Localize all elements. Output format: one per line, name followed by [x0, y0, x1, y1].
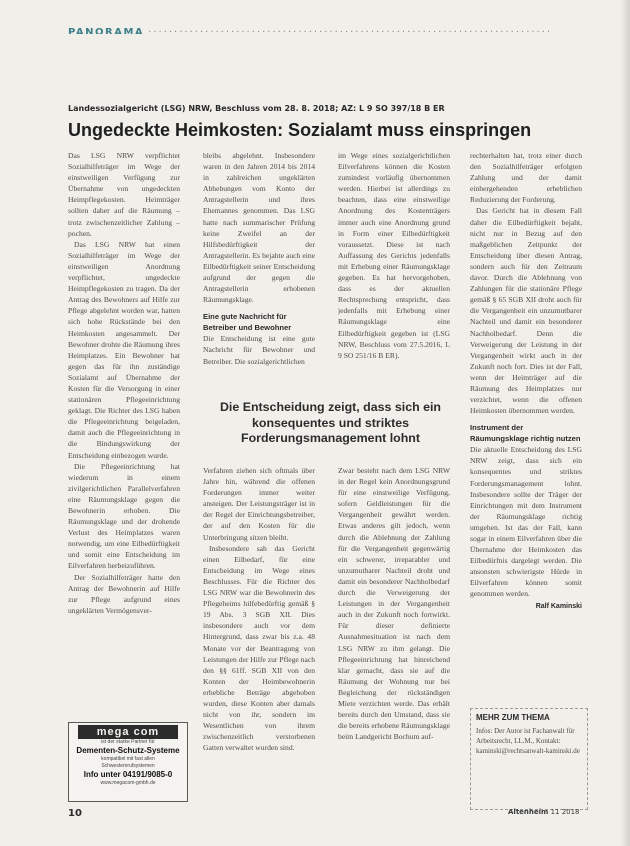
article-column-1 — [68, 150, 180, 716]
article-paragraph: Das LSG NRW hat einen Sozialhilfeträger im Wege der einstweiligen Anordnung verpflichtet, ungedeckte Heimpflegekosten zu tragen. Da der Antrag des Bewohners auf Hilfe zur Pflege abgelehnt worden war, hatten sich hohe Rückstände bei den Heimkosten angesammelt. Der Bewohner drohte die Räumung ihres Heimplatzes. Ein Bewohner hat gegen das für ihn zuständige Sozialamt auf Übernahme der Kosten für die Versorgung in einer stationären Pflegeeinrichtung geklagt. Die Richter des LSG haben die Pflegeeinrichtung beigeladen, damit auch die Pflegeeinrichtung in die Bindungswirkung der Entscheidung einbezogen wurde. — [68, 239, 180, 460]
article-column-3-top — [338, 150, 450, 384]
article-paragraph: rechterhalten hat, trotz einer durch den Sozialhilfeträger erfolgten Zahlung und der damit einhergehenden erheblichen Reduzierung der Forderung. — [470, 151, 582, 205]
ad-website-link[interactable]: www.megacom-gmbh.de — [100, 780, 156, 786]
ad-text: Schwesternrufsystemen — [101, 763, 155, 769]
advertisement[interactable] — [68, 722, 188, 802]
article-paragraph: Der Sozialhilfeträger hatte den Antrag der Bewohnerin auf Hilfe zur Pflege aufgrund eines ungeklärten Vermögensver- — [68, 572, 180, 615]
ad-headline: Dementen-Schutz-Systeme — [76, 746, 180, 755]
ad-logo: mega com — [78, 725, 178, 739]
more-info-text: Infos: Der Autor ist Fachanwalt für Arbeitsrecht, LL.M., Kontakt: kaminski@rechtsanwalt-kaminski.de — [476, 727, 580, 755]
article-subheading: Instrument der Räumungsklage richtig nutzen — [470, 423, 581, 444]
article-lead: Das LSG NRW verpflichtet Sozialhilfeträger im Wege der einstweiligen Verfügung zur Übernahme von ungedeckten Heimpflegekosten. Heimträger sollten daher auf die Räumung – trotz zwischenzeitlicher Zahlung – pochen. — [68, 151, 180, 238]
section-label: PANORAMA — [68, 27, 145, 34]
article-author: Ralf Kaminski — [535, 602, 582, 610]
article-paragraph: Das Gericht hat in diesem Fall daher die Eilbedürftigkeit bejaht, nicht nur in Bezug auf den maßgeblichen Zeitpunkt der Entscheidung über diesen Antrag, sondern auch für den Zeitraum davor. Durch die Ablehnung von Zahlungen für die stationäre Pflege gemäß § 65 SGB XII droht auch für die Vergangenheit ein unzumutbarer Nachteil und damit ein besonderer Nachholbedarf. Denn die Verweigerung der Leistung in der Vergangenheit wirkt auch in der Zukunft noch fort. Dies ist der Fall, wenn der Heimträger auf die Räumung des Heimplatzes nur verzichtet, wenn die offenen Heimkosten übernommen werden. — [470, 206, 582, 416]
pull-quote: Die Entscheidung zeigt, dass sich ein konsequentes und striktes Forderungsmanagement lohnt — [219, 400, 442, 445]
article-column-2-top — [203, 150, 315, 384]
article-paragraph: Die aktuelle Entscheidung des LSG NRW zeigt, dass sich ein konsequentes und striktes Forderungsmanagement lohnt. Insbesondere sollte der Träger der Einrichtungen mit dem Instrument der Räumungsklage richtig umgehen. Ist das der Fall, kann sogar in einem Eilverfahren über die Übernahme der Heimkosten das Eilbedürfnis dargelegt werden. Die ansonsten schwierigste Hürde in Eilverfahren können somit genommen werden. — [470, 445, 582, 599]
ad-phone: Info unter 04191/9085-0 — [83, 770, 173, 779]
more-info-box — [470, 708, 588, 810]
page-number: 10 — [68, 808, 82, 819]
section-header — [68, 20, 608, 34]
page-edge-shadow — [620, 0, 630, 846]
article-subheading: Eine gute Nachricht für Betreiber und Bewohner — [203, 312, 292, 333]
section-dotted-rule: ·············································································· — [148, 27, 553, 34]
article-column-4 — [470, 150, 582, 710]
article-paragraph: Zwar besteht nach dem LSG NRW in der Regel kein Anordnungsgrund für eine einstweilige Verfügung, sofern Geldleistungen für die Vergangenheit gewährt werden. Etwas anderes gilt jedoch, wenn durch die Ablehnung der Zahlung für die Vergangenheit gegenwärtig ein schwerer, irreparabler und unzumutbarer Nachteil droht und damit ein besonderer Nachholbedarf durch die Verweigerung der Leistungen in der Vergangenheit auch in der Zukunft noch fortwirkt. Für dieser definierte Ausnahmesituation ist nach dem LSG NRW zu ihm gelangt. Die Pflegeeinrichtung hat hinreichend klar gemacht, dass sie auf die Räumung der Wohnung nur bei Begleichung der rückständigen Miete verzichten werde. Das erhält bereits durch den Umstand, dass sie die bereits erhobene Räumungsklage beim Landgericht Bochum auf- — [338, 466, 450, 742]
article-paragraph: Die Pflegeeinrichtung hat wiederum in einem zivilgerichtlichen Parallelverfahren eine Räumungsklage gegen die Bewohnerin erhoben. Die Räumungsklage und der drohende Verlust des Heimplatzes waren notwendig, um eine Eilbedürftigkeit und somit eine Entscheidung im Eilverfahren herbeizuführen. — [68, 461, 180, 571]
ad-text: kompatibel mit fast allen — [101, 756, 155, 762]
article-paragraph: Insbesondere sah das Gericht einen Eilbedarf, für eine Entscheidung im Wege eines Beschlusses. Für die Richter des LSG NRW war die Bewohnerin des Pflegeheims hilfebedürftig gemäß § 19 Abs. 3 SGB XII. Dies insbesondere auch vor dem Hintergrund, dass zwar bis z.a. 48 Monate vor der Beantragung von Leistungen der Hilfe zur Pflege nach den §§ 61ff. SGB XII von den Konten der Heimbewohnerin erhebliche Beträge abgehoben wurden, diese Konten aber damals nicht von ihr, sondern im Wesentlichen von ihrem zwischenzeitlich verstorbenen Gatten verwaltet wurden sind. — [203, 543, 315, 753]
article-kicker: Landessozialgericht (LSG) NRW, Beschluss vom 28. 8. 2018; AZ: L 9 SO 397/18 B ER — [68, 104, 445, 113]
article-headline: Ungedeckte Heimkosten: Sozialamt muss einspringen — [68, 120, 532, 140]
footer-magazine — [508, 808, 580, 816]
article-paragraph: im Wege eines sozialgerichtlichen Eilverfahrens können die Kosten zumindest vorläufig übernommen werden. Hierbei ist allerdings zu beachten, dass eine einstweilige Anordnung des Kostenträgers immer auch eine Anordnung grund in Form einer Eilbedürftigkeit voraussetzt. Diese ist nach Auffassung des Gerichts jedenfalls mit Erhebung einer Räumungsklage gegeben. Es hat hervorgehoben, dass es der aktuellen Rechtsprechung entspricht, dass jedenfalls mit Erhebung einer Räumungsklage eine Eilbedürftigkeit gegeben ist (LSG NRW, Beschluss vom 27.5.2016, L 9 SO 251/16 B ER). — [338, 151, 450, 360]
article-paragraph: Die Entscheidung ist eine gute Nachricht für Bewohner und Betreiber. Die sozialgerichtlichen — [203, 334, 315, 366]
more-info-title: MEHR ZUM THEMA — [476, 713, 550, 722]
ad-tagline: ist der starke Partner für — [101, 739, 155, 745]
magazine-name: Altenheim — [508, 808, 549, 816]
article-paragraph: Verfahren ziehen sich oftmals über Jahre hin, während die offenen Forderungen immer weiter ansteigen. Der Leistungsträger ist in der Regel der Einrichtungsbetreiber, der auf den Kosten für die Unterbringung sitzen bleibt. — [203, 466, 315, 542]
magazine-issue: 11 2018 — [550, 808, 580, 816]
article-paragraph: bleibs abgelehnt. Insbesondere waren in den Jahren 2014 bis 2014 in zahlreichen ungeklärten Abhebungen vom Konto der Antragstellerin und ihres Ehemannes genommen. Das LSG hatte nach summarischer Prüfung keine Zweifel an der Hilfsbedürftigkeit der Antragstellerin. Es bejahte auch eine Eilbedürftigkeit seiner Entscheidung aufgrund der gegen die Antragstellerin erhobenen Räumungsklage. — [203, 151, 315, 305]
article-column-3-bottom — [338, 465, 450, 821]
article-column-2-bottom — [203, 465, 315, 821]
